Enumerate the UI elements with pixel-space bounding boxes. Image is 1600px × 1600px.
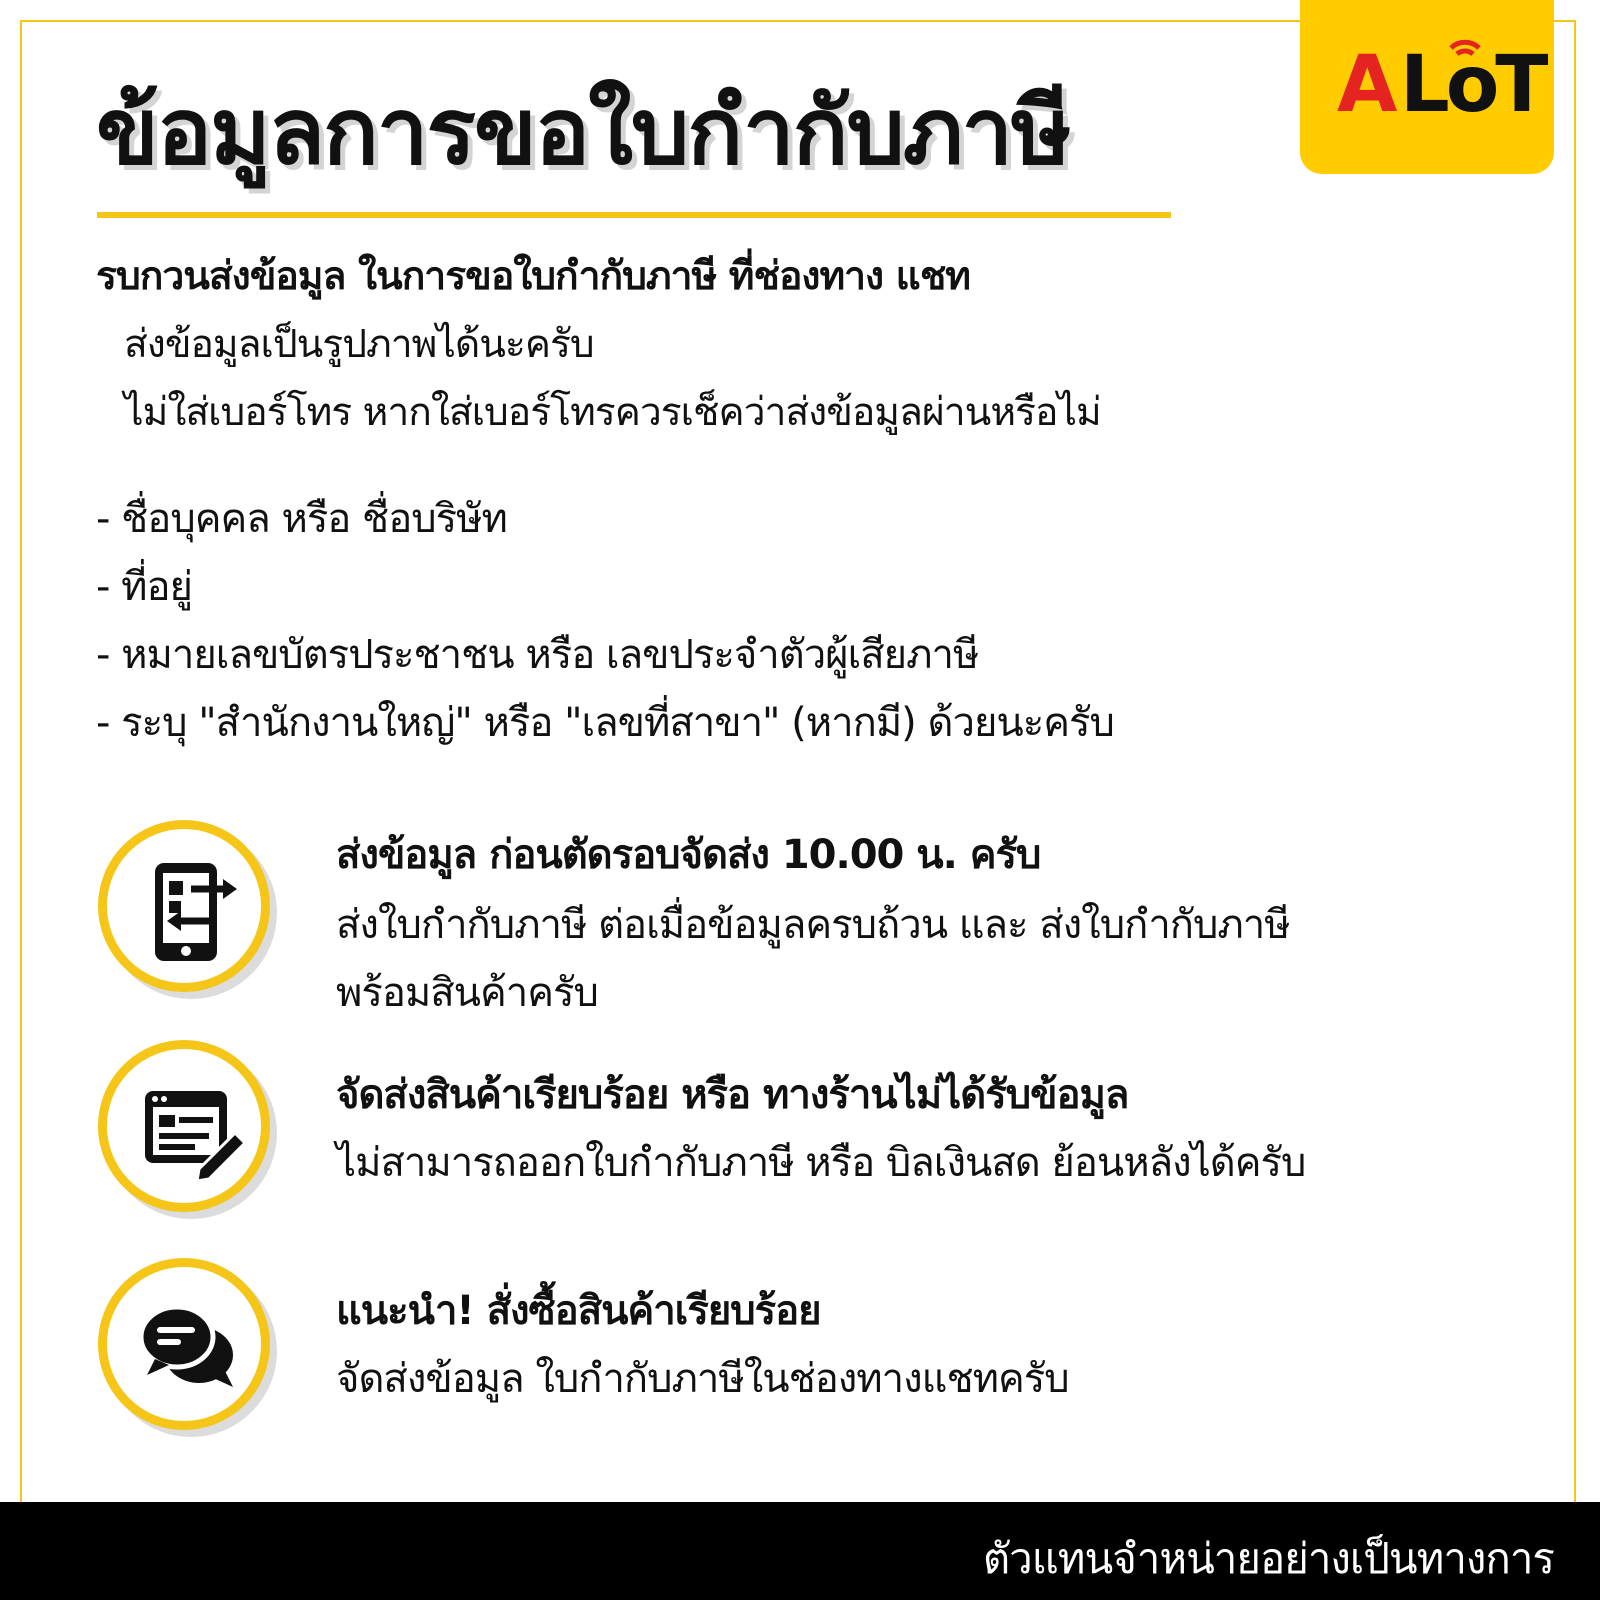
icon-circle (98, 820, 270, 992)
icon-circle (98, 1040, 270, 1212)
requirement-item: - ระบุ "สำนักงานใหญ่" หรือ "เลขที่สาขา" (หากมี) ด้วยนะครับ (96, 700, 1114, 746)
instruction-heading: รบกวนส่งข้อมูล ในการขอใบกำกับภาษี ที่ช่องทาง แชท (96, 254, 970, 299)
footer-text: ตัวแทนจำหน่ายอย่างเป็นทางการ (982, 1534, 1554, 1583)
icon-circle (98, 1258, 270, 1430)
page-title: ข้อมูลการขอใบกำกับภาษี (96, 78, 1070, 185)
info-heading: แนะนำ! สั่งซื้อสินค้าเรียบร้อย (336, 1288, 821, 1334)
brand-logo (1300, 0, 1554, 174)
logo-letter-a: A (1337, 40, 1396, 130)
requirement-item: - ที่อยู่ (96, 564, 192, 610)
requirement-item: - ชื่อบุคคล หรือ ชื่อบริษัท (96, 496, 507, 542)
wifi-icon (1445, 34, 1485, 64)
footer-bar (0, 1502, 1600, 1600)
note-line: ส่งข้อมูลเป็นรูปภาพได้นะครับ (124, 322, 594, 367)
phone-transfer-icon (107, 829, 261, 983)
logo-letters-lot: LoT (1400, 40, 1545, 130)
info-text: พร้อมสินค้าครับ (336, 970, 598, 1016)
requirement-item: - หมายเลขบัตรประชาชน หรือ เลขประจำตัวผู้เสียภาษี (96, 632, 979, 678)
info-text: ส่งใบกำกับภาษี ต่อเมื่อข้อมูลครบถ้วน และ ส่งใบกำกับภาษี (336, 902, 1290, 948)
form-edit-icon (107, 1049, 261, 1203)
info-text: ไม่สามารถออกใบกำกับภาษี หรือ บิลเงินสด ย้อนหลังได้ครับ (336, 1140, 1306, 1186)
info-heading: จัดส่งสินค้าเรียบร้อย หรือ ทางร้านไม่ได้รับข้อมูล (336, 1072, 1129, 1118)
title-underline (97, 212, 1171, 218)
note-line: ไม่ใส่เบอร์โทร หากใส่เบอร์โทรควรเช็คว่าส่งข้อมูลผ่านหรือไม่ (124, 390, 1101, 435)
info-heading: ส่งข้อมูล ก่อนตัดรอบจัดส่ง 10.00 น. ครับ (336, 832, 1041, 878)
chat-bubbles-icon (107, 1267, 261, 1421)
info-text: จัดส่งข้อมูล ใบกำกับภาษีในช่องทางแชทครับ (336, 1356, 1069, 1402)
